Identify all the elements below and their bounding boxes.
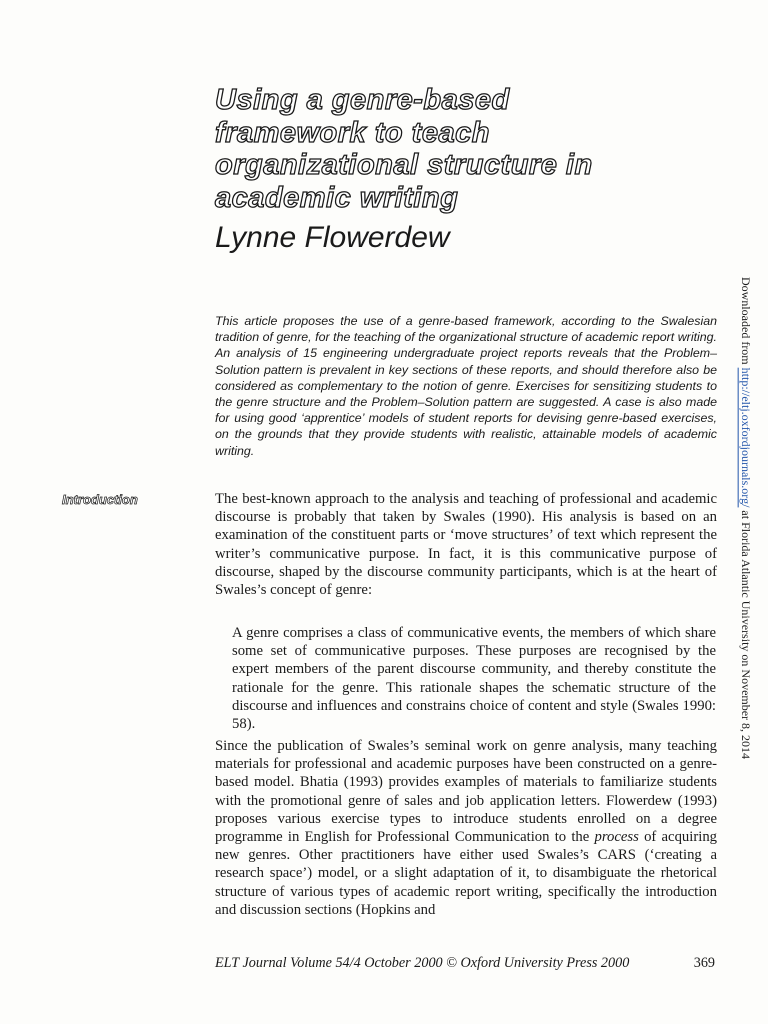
title-line: Using a genre-based bbox=[215, 84, 510, 116]
block-quote: A genre comprises a class of communicative events, the members of which share some set of communicative purposes. These purposes are recognised by the expert members of the parent discourse community, and thereby constitute the rationale for the genre. This rationale shapes the schematic structure of the discourse and influences and constrains choice of content and style (Swales 1990: 58). bbox=[232, 625, 716, 733]
title-line: framework to teach bbox=[215, 116, 490, 149]
title-line: organizational structure in bbox=[215, 149, 593, 181]
download-note-suffix: at Florida Atlantic University on November 8, 2014 bbox=[739, 507, 753, 760]
download-note-prefix: Downloaded from bbox=[739, 277, 753, 368]
title-line: academic writing bbox=[215, 181, 459, 214]
emphasized-word: process bbox=[594, 829, 639, 846]
section-heading: Introduction bbox=[62, 492, 138, 507]
author-name: Lynne Flowerdew bbox=[215, 221, 450, 254]
download-link[interactable]: http://eltj.oxfordjournals.org/ bbox=[739, 367, 753, 508]
abstract: This article proposes the use of a genre-based framework, according to the Swalesian tradition of genre, for the teaching of the organizational structure of academic report writing. An analysis of 15 engineering undergraduate project reports reveals that the Problem–Solution pattern is prevalent in key sections of these reports, and should therefore also be considered as complementary to the notion of genre. Exercises for sensitizing students to the genre structure and the Problem–Solution pattern are suggested. A case is also made for using good ‘apprentice’ models of student reports for devising genre-based exercises, on the grounds that they provide students with realistic, attainable models of academic writing. bbox=[215, 314, 717, 458]
journal-citation: ELT Journal Volume 54/4 October 2000 © Oxford University Press 2000 bbox=[215, 955, 630, 971]
paragraph-text: Since the publication of Swales’s seminal work on genre analysis, many teaching materials for professional and academic purposes have been constructed on a genre-based model. Bhatia (1993) provides examples of materials to familiarize students with the promotional genre of sales and job application letters. Flowerdew (1993) proposes various exercise types to introduce students enrolled on a degree programme in English for Professional Communication to the bbox=[215, 738, 717, 846]
paragraph-text: of acquiring new genres. Other practitioners have either used Swales’s CARS (‘creating a research space’) model, or a slight adaptation of it, to disambiguate the rhetorical structure of various types of academic report writing, specifically the introduction and discussion sections (Hopkins and bbox=[215, 829, 718, 918]
body-paragraph: The best-known approach to the analysis and teaching of professional and academic discourse is probably that taken by Swales (1990). His analysis is based on an examination of the constituent parts or ‘move structures’ of text which represent the writer’s communicative purpose. In fact, it is this communicative purpose of discourse, shaped by the discourse community participants, which is at the heart of Swales’s concept of genre: bbox=[215, 491, 717, 599]
body-paragraph bbox=[215, 737, 717, 919]
article-title bbox=[215, 84, 715, 214]
page-number: 369 bbox=[693, 955, 715, 971]
download-note bbox=[733, 277, 758, 760]
page-footer bbox=[215, 954, 715, 972]
